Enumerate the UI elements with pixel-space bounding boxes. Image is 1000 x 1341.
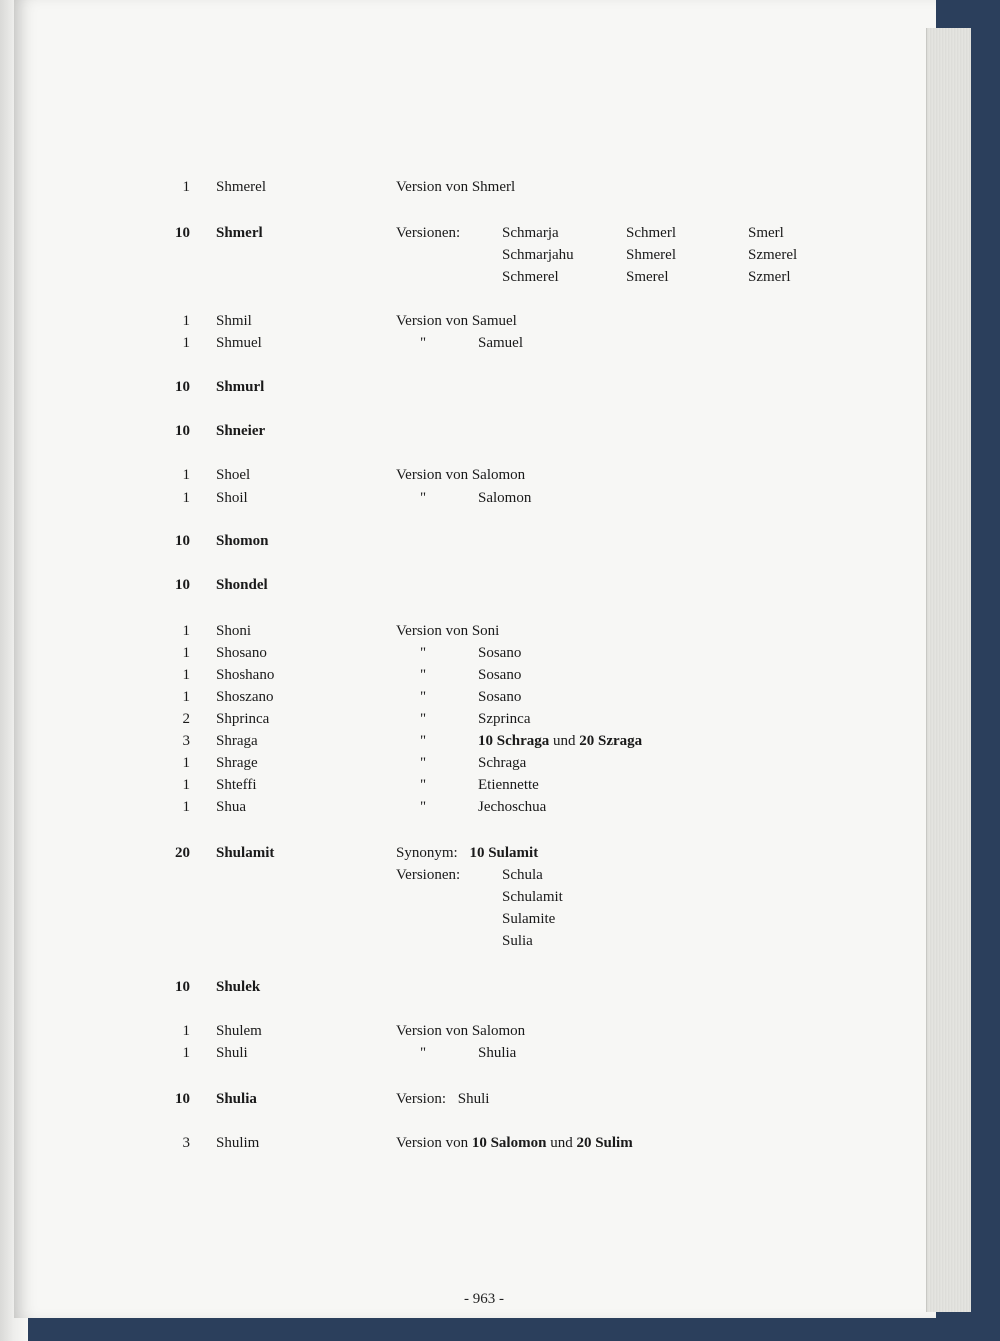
entry-name: Shraga [216, 733, 258, 749]
entry-reference: 10 Salomon [471, 1135, 547, 1151]
entry-row [14, 574, 934, 596]
entry-row [14, 332, 934, 354]
entry-description [396, 487, 531, 509]
entry-frequency: 3 [182, 733, 190, 749]
entry-row [14, 796, 934, 818]
entry-row [14, 730, 934, 752]
entry-frequency: 10 [175, 423, 190, 439]
entry-description [396, 642, 521, 664]
entry-description [396, 222, 460, 244]
entry-description [396, 1088, 489, 1110]
entry-reference-text: Samuel [478, 335, 523, 351]
entry-frequency: 10 [175, 577, 190, 593]
entry-frequency: 1 [182, 1045, 190, 1061]
entry-description [396, 730, 642, 752]
entry-description-label: " [420, 755, 427, 771]
entry-row [14, 310, 934, 332]
entry-description [396, 774, 539, 796]
entry-row [14, 376, 934, 398]
entry-row [14, 464, 934, 486]
entry-description [396, 708, 530, 730]
entry-frequency: 1 [182, 623, 190, 639]
entry-name: Shneier [216, 423, 266, 439]
entry-description-label: " [420, 733, 427, 749]
entry-name: Shoel [216, 467, 251, 483]
entry-description-label: Version: [396, 1091, 446, 1107]
entry-frequency: 1 [182, 777, 190, 793]
entry-version: Schulamit [502, 889, 563, 905]
entry-description-label: " [420, 689, 427, 705]
entry-reference: 20 Szraga [579, 733, 643, 749]
entry-reference-text: Sosano [478, 667, 522, 683]
entry-frequency: 1 [182, 490, 190, 506]
entry-description-label: Versionen: [396, 867, 461, 883]
entry-name: Shomon [216, 533, 269, 549]
entry-description [396, 1042, 516, 1064]
entry-name: Shua [216, 799, 246, 815]
entry-description [396, 332, 523, 354]
entry-version: Smerl [748, 225, 784, 241]
entry-name: Shuli [216, 1045, 248, 1061]
entry-name: Shulamit [216, 845, 275, 861]
entry-frequency: 1 [182, 689, 190, 705]
entry-reference-text: Shuli [457, 1091, 490, 1107]
entry-description [396, 310, 517, 332]
entry-description [396, 686, 521, 708]
entry-name: Shmuel [216, 335, 262, 351]
entry-reference-text: Etiennette [478, 777, 539, 793]
entry-name: Shulia [216, 1091, 257, 1107]
entry-frequency: 1 [182, 755, 190, 771]
entry-row [14, 886, 934, 908]
entry-frequency: 10 [175, 533, 190, 549]
entry-reference-text: Sosano [478, 645, 522, 661]
entry-frequency: 1 [182, 799, 190, 815]
entry-row [14, 774, 934, 796]
entry-row [14, 842, 934, 864]
entry-row [14, 930, 934, 952]
entry-description-label: Synonym: [396, 845, 458, 861]
entry-frequency: 10 [175, 225, 190, 241]
entry-description-label: Version von Shmerl [396, 179, 516, 195]
entry-row [14, 686, 934, 708]
entry-description-label: Version von [396, 1135, 469, 1151]
entry-row [14, 176, 934, 198]
entry-row [14, 222, 934, 244]
entry-row [14, 420, 934, 442]
entry-row [14, 487, 934, 509]
entry-row [14, 620, 934, 642]
page-number: - 963 - [464, 1291, 504, 1307]
entry-name: Shmil [216, 313, 252, 329]
entry-name: Shoshano [216, 667, 275, 683]
entry-frequency: 1 [182, 179, 190, 195]
entry-name: Shulem [216, 1023, 262, 1039]
entry-description-label: " [420, 1045, 427, 1061]
entry-description-label: Version von Soni [396, 623, 500, 639]
entry-row [14, 244, 934, 266]
entry-row [14, 642, 934, 664]
entry-row [14, 266, 934, 288]
entry-description-label: " [420, 777, 427, 793]
entry-frequency: 1 [182, 467, 190, 483]
entry-description [396, 1132, 633, 1154]
entry-name: Shoszano [216, 689, 274, 705]
entry-name: Shosano [216, 645, 267, 661]
entry-description [396, 464, 525, 486]
entry-reference-text: und [553, 733, 576, 749]
entry-description [396, 752, 526, 774]
entry-version: Schmerel [502, 269, 559, 285]
entry-name: Shprinca [216, 711, 270, 727]
entry-description-label: Version von Salomon [396, 467, 526, 483]
entry-name: Shoni [216, 623, 252, 639]
entry-row [14, 1088, 934, 1110]
entry-row [14, 1132, 934, 1154]
entry-row [14, 708, 934, 730]
entry-reference-text: Salomon [478, 490, 532, 506]
entry-name: Shoil [216, 490, 248, 506]
entry-reference-text: Jechoschua [478, 799, 547, 815]
entry-name: Shmerel [216, 179, 266, 195]
entry-row [14, 908, 934, 930]
entry-row [14, 1020, 934, 1042]
entry-description-label: Version von Salomon [396, 1023, 526, 1039]
entry-name: Shulim [216, 1135, 260, 1151]
entry-reference-text: Shulia [478, 1045, 517, 1061]
entry-row [14, 864, 934, 886]
entry-reference-text: Schraga [478, 755, 527, 771]
entry-row [14, 1042, 934, 1064]
entry-version: Sulamite [502, 911, 556, 927]
entry-reference: 10 Sulamit [469, 845, 539, 861]
entry-description [396, 176, 515, 198]
book-page [14, 0, 936, 1318]
entry-description [396, 842, 538, 864]
entry-description [396, 796, 546, 818]
entry-name: Shondel [216, 577, 268, 593]
entry-frequency: 1 [182, 335, 190, 351]
entry-row [14, 530, 934, 552]
entry-frequency: 1 [182, 667, 190, 683]
entry-description-label: " [420, 490, 427, 506]
page-edge [926, 28, 971, 1312]
entry-version: Schmarjahu [502, 247, 574, 263]
entry-reference: 20 Sulim [576, 1135, 633, 1151]
entry-frequency: 10 [175, 379, 190, 395]
entry-version: Schula [502, 867, 543, 883]
entry-reference-text: Sosano [478, 689, 522, 705]
entry-description-label: " [420, 667, 427, 683]
entry-description [396, 864, 460, 886]
entry-frequency: 2 [182, 711, 190, 727]
entry-row [14, 976, 934, 998]
entry-name: Shmurl [216, 379, 265, 395]
entry-description-label: " [420, 711, 427, 727]
entry-description [396, 664, 521, 686]
entry-description-label: " [420, 799, 427, 815]
entry-description-label: " [420, 335, 427, 351]
entry-frequency: 1 [182, 313, 190, 329]
entry-reference: 10 Schraga [478, 733, 550, 749]
entry-frequency: 3 [182, 1135, 190, 1151]
entry-frequency: 1 [182, 1023, 190, 1039]
entry-description-label: " [420, 645, 427, 661]
entry-version: Szmerl [748, 269, 791, 285]
entry-reference-text: und [550, 1135, 573, 1151]
entry-frequency: 10 [175, 1091, 190, 1107]
entry-name: Shrage [216, 755, 258, 771]
entry-frequency: 20 [175, 845, 190, 861]
entry-version: Szmerel [748, 247, 798, 263]
entry-row [14, 752, 934, 774]
entry-version: Sulia [502, 933, 533, 949]
entry-name: Shulek [216, 979, 261, 995]
entry-frequency: 10 [175, 979, 190, 995]
entry-description [396, 620, 499, 642]
entry-description [396, 1020, 525, 1042]
entry-version: Schmerl [626, 225, 676, 241]
entry-version: Schmarja [502, 225, 559, 241]
entry-reference-text: Szprinca [478, 711, 531, 727]
entry-description-label: Versionen: [396, 225, 461, 241]
entry-name: Shteffi [216, 777, 257, 793]
entry-description-label: Version von Samuel [396, 313, 517, 329]
entry-version: Shmerel [626, 247, 676, 263]
entry-frequency: 1 [182, 645, 190, 661]
entry-name: Shmerl [216, 225, 263, 241]
entry-row [14, 664, 934, 686]
entry-version: Smerel [626, 269, 669, 285]
